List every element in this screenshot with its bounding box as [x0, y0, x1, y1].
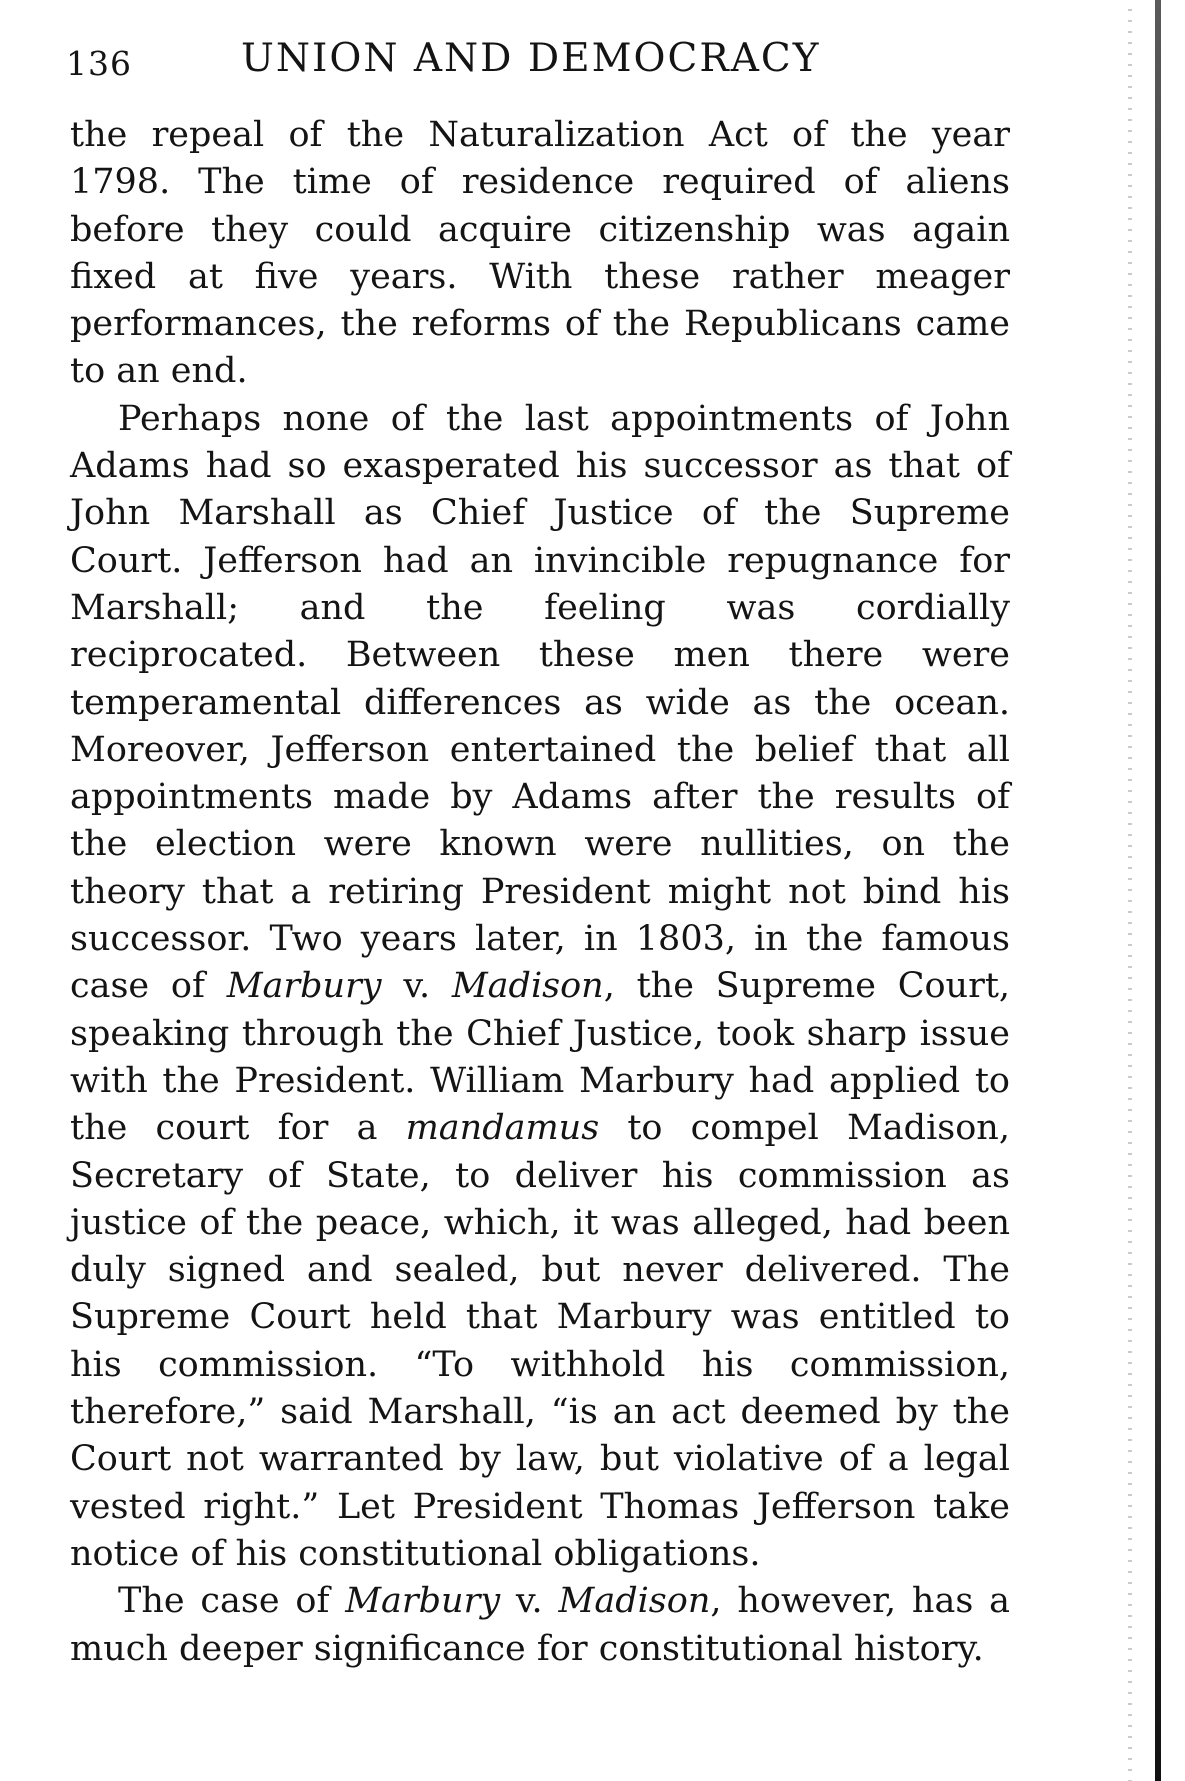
text-segment: to compel Madison, Secretary of State, to deliver his commission as justice of the peace, which, it was alleged, had been duly signed and sealed, but never delivered. The Supreme Court held that Marbury was entitled to his commission. “To withhold his commission, therefore,” said Marshall, “is an act deemed by the Court not warranted by law, but violative of a legal vested right.” Let President Thomas Jefferson take notice of his constitutional obligations.: [70, 1108, 1010, 1574]
text-segment: the repeal of the Naturalization Act of the year 1798. The time of residence required of aliens before they could acquire citizenship was again fixed at five years. With these rather meager performances, the reforms of the Republicans came to an end.: [70, 115, 1010, 392]
text-segment: v.: [500, 1581, 559, 1622]
case-name-italic: Marbury: [226, 966, 382, 1007]
case-name-italic: Madison: [451, 966, 604, 1007]
text-segment: Perhaps none of the last appointments of John Adams had so exasperated his successor as that of John Marshall as Chief Justice of the Supreme Court. Jefferson had an invincible repugnance for Marshall; and the feeling was cordially reciprocated. Between these men there were temperamental differences as wide as the ocean. Moreover, Jefferson entertained the belief that all appointments made by Adams after the results of the election were known were nullities, on the theory that a retiring President might not bind his successor. Two years later, in 1803, in the famous case of: [70, 398, 1010, 1007]
text-segment: , however, has a much deeper significance for constitutional history.: [70, 1581, 1010, 1669]
text-segment: v.: [381, 966, 452, 1007]
running-head: UNION AND DEMOCRACY: [241, 36, 821, 81]
legal-term-italic: mandamus: [405, 1108, 600, 1149]
page-edge-shadow: [1128, 0, 1132, 1781]
page-number: 136: [66, 44, 132, 83]
body-text: [70, 112, 1010, 1673]
text-segment: , the Supreme Court, speaking through the Chief Justice, took sharp issue with the President. William Marbury had applied to the court for a: [70, 966, 1011, 1149]
case-name-italic: Marbury: [345, 1581, 501, 1622]
page-header: [66, 30, 926, 90]
case-name-italic: Madison: [558, 1581, 711, 1622]
paragraph-3: [70, 1578, 1010, 1673]
text-segment: The case of: [118, 1581, 346, 1622]
paragraph-2: [70, 396, 1010, 1578]
page-edge-border: [1155, 0, 1161, 1781]
paragraph-1: [70, 112, 1010, 396]
